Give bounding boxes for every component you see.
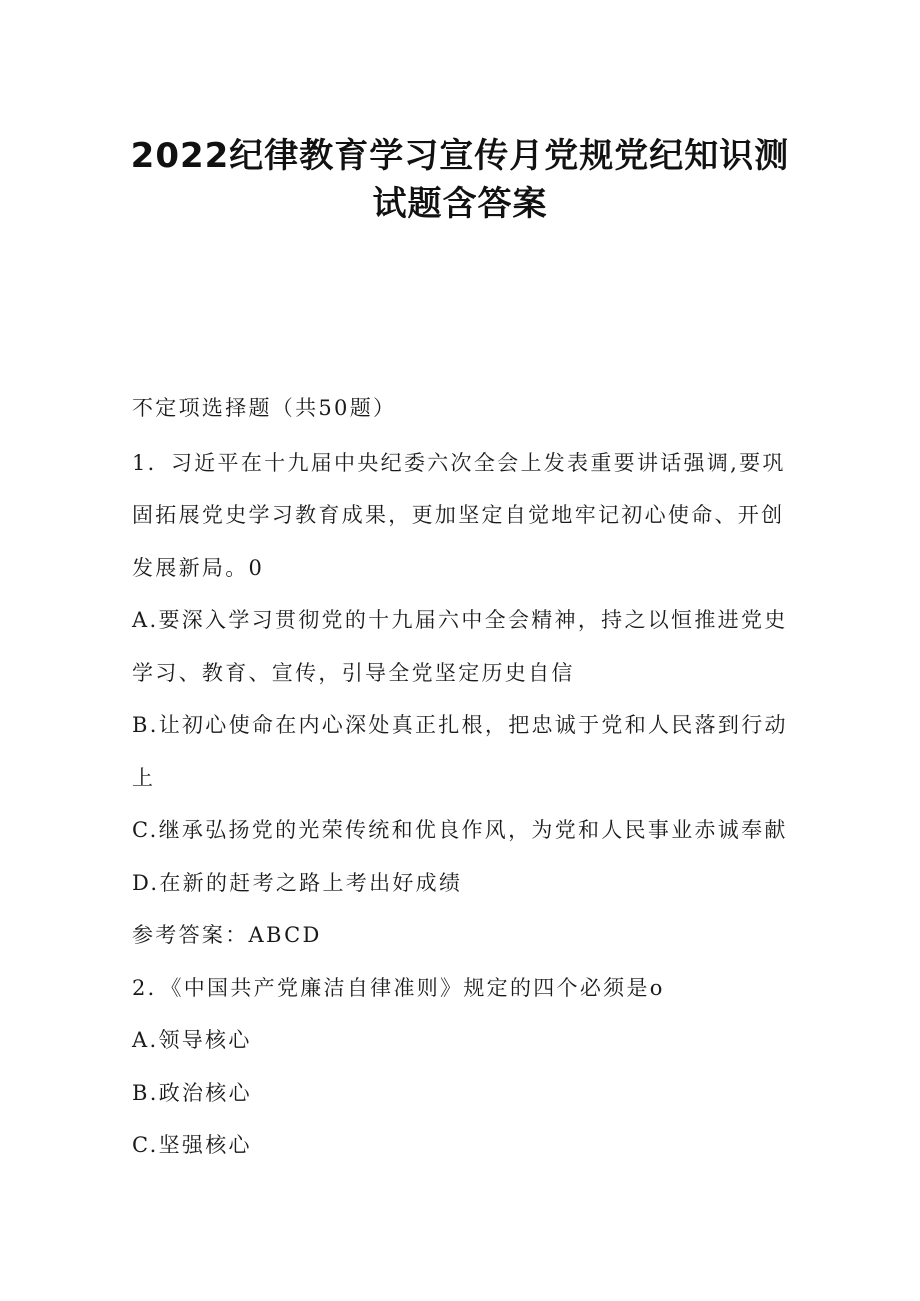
question-1-text-line-1: 1．习近平在十九届中央纪委六次全会上发表重要讲话强调,要巩 <box>132 451 786 475</box>
question-1-text-line-3: 发展新局。0 <box>132 556 265 580</box>
question-1-option-b-line-2: 上 <box>132 766 156 790</box>
question-1-text-line-2: 固拓展党史学习教育成果，更加坚定自觉地牢记初心使命、开创 <box>132 503 785 527</box>
question-2-option-c: C.坚强核心 <box>132 1133 252 1157</box>
section-heading: 不定项选择题（共50题） <box>132 396 397 420</box>
question-1-option-b-line-1: B.让初心使命在内心深处真正扎根，把忠诚于党和人民落到行动 <box>132 713 788 737</box>
question-2-option-b: B.政治核心 <box>132 1081 252 1105</box>
question-2-text: 2．《中国共产党廉洁自律准则》规定的四个必须是o <box>132 976 665 1000</box>
question-1-option-d: D.在新的赶考之路上考出好成绩 <box>132 871 463 895</box>
document-title <box>0 132 920 228</box>
question-1-answer: 参考答案：ABCD <box>132 923 322 947</box>
question-1-option-a-line-2: 学习、教育、宣传，引导全党坚定历史自信 <box>132 661 575 685</box>
question-2-option-a: A.领导核心 <box>132 1028 252 1052</box>
question-1-option-c: C.继承弘扬党的光荣传统和优良作风，为党和人民事业赤诚奉献 <box>132 818 788 842</box>
question-1-option-a-line-1: A.要深入学习贯彻党的十九届六中全会精神，持之以恒推进党史 <box>132 608 788 632</box>
title-line-2: 试题含答案 <box>372 184 548 224</box>
title-line-1: 2022纪律教育学习宣传月党规党纪知识测 <box>130 136 790 176</box>
